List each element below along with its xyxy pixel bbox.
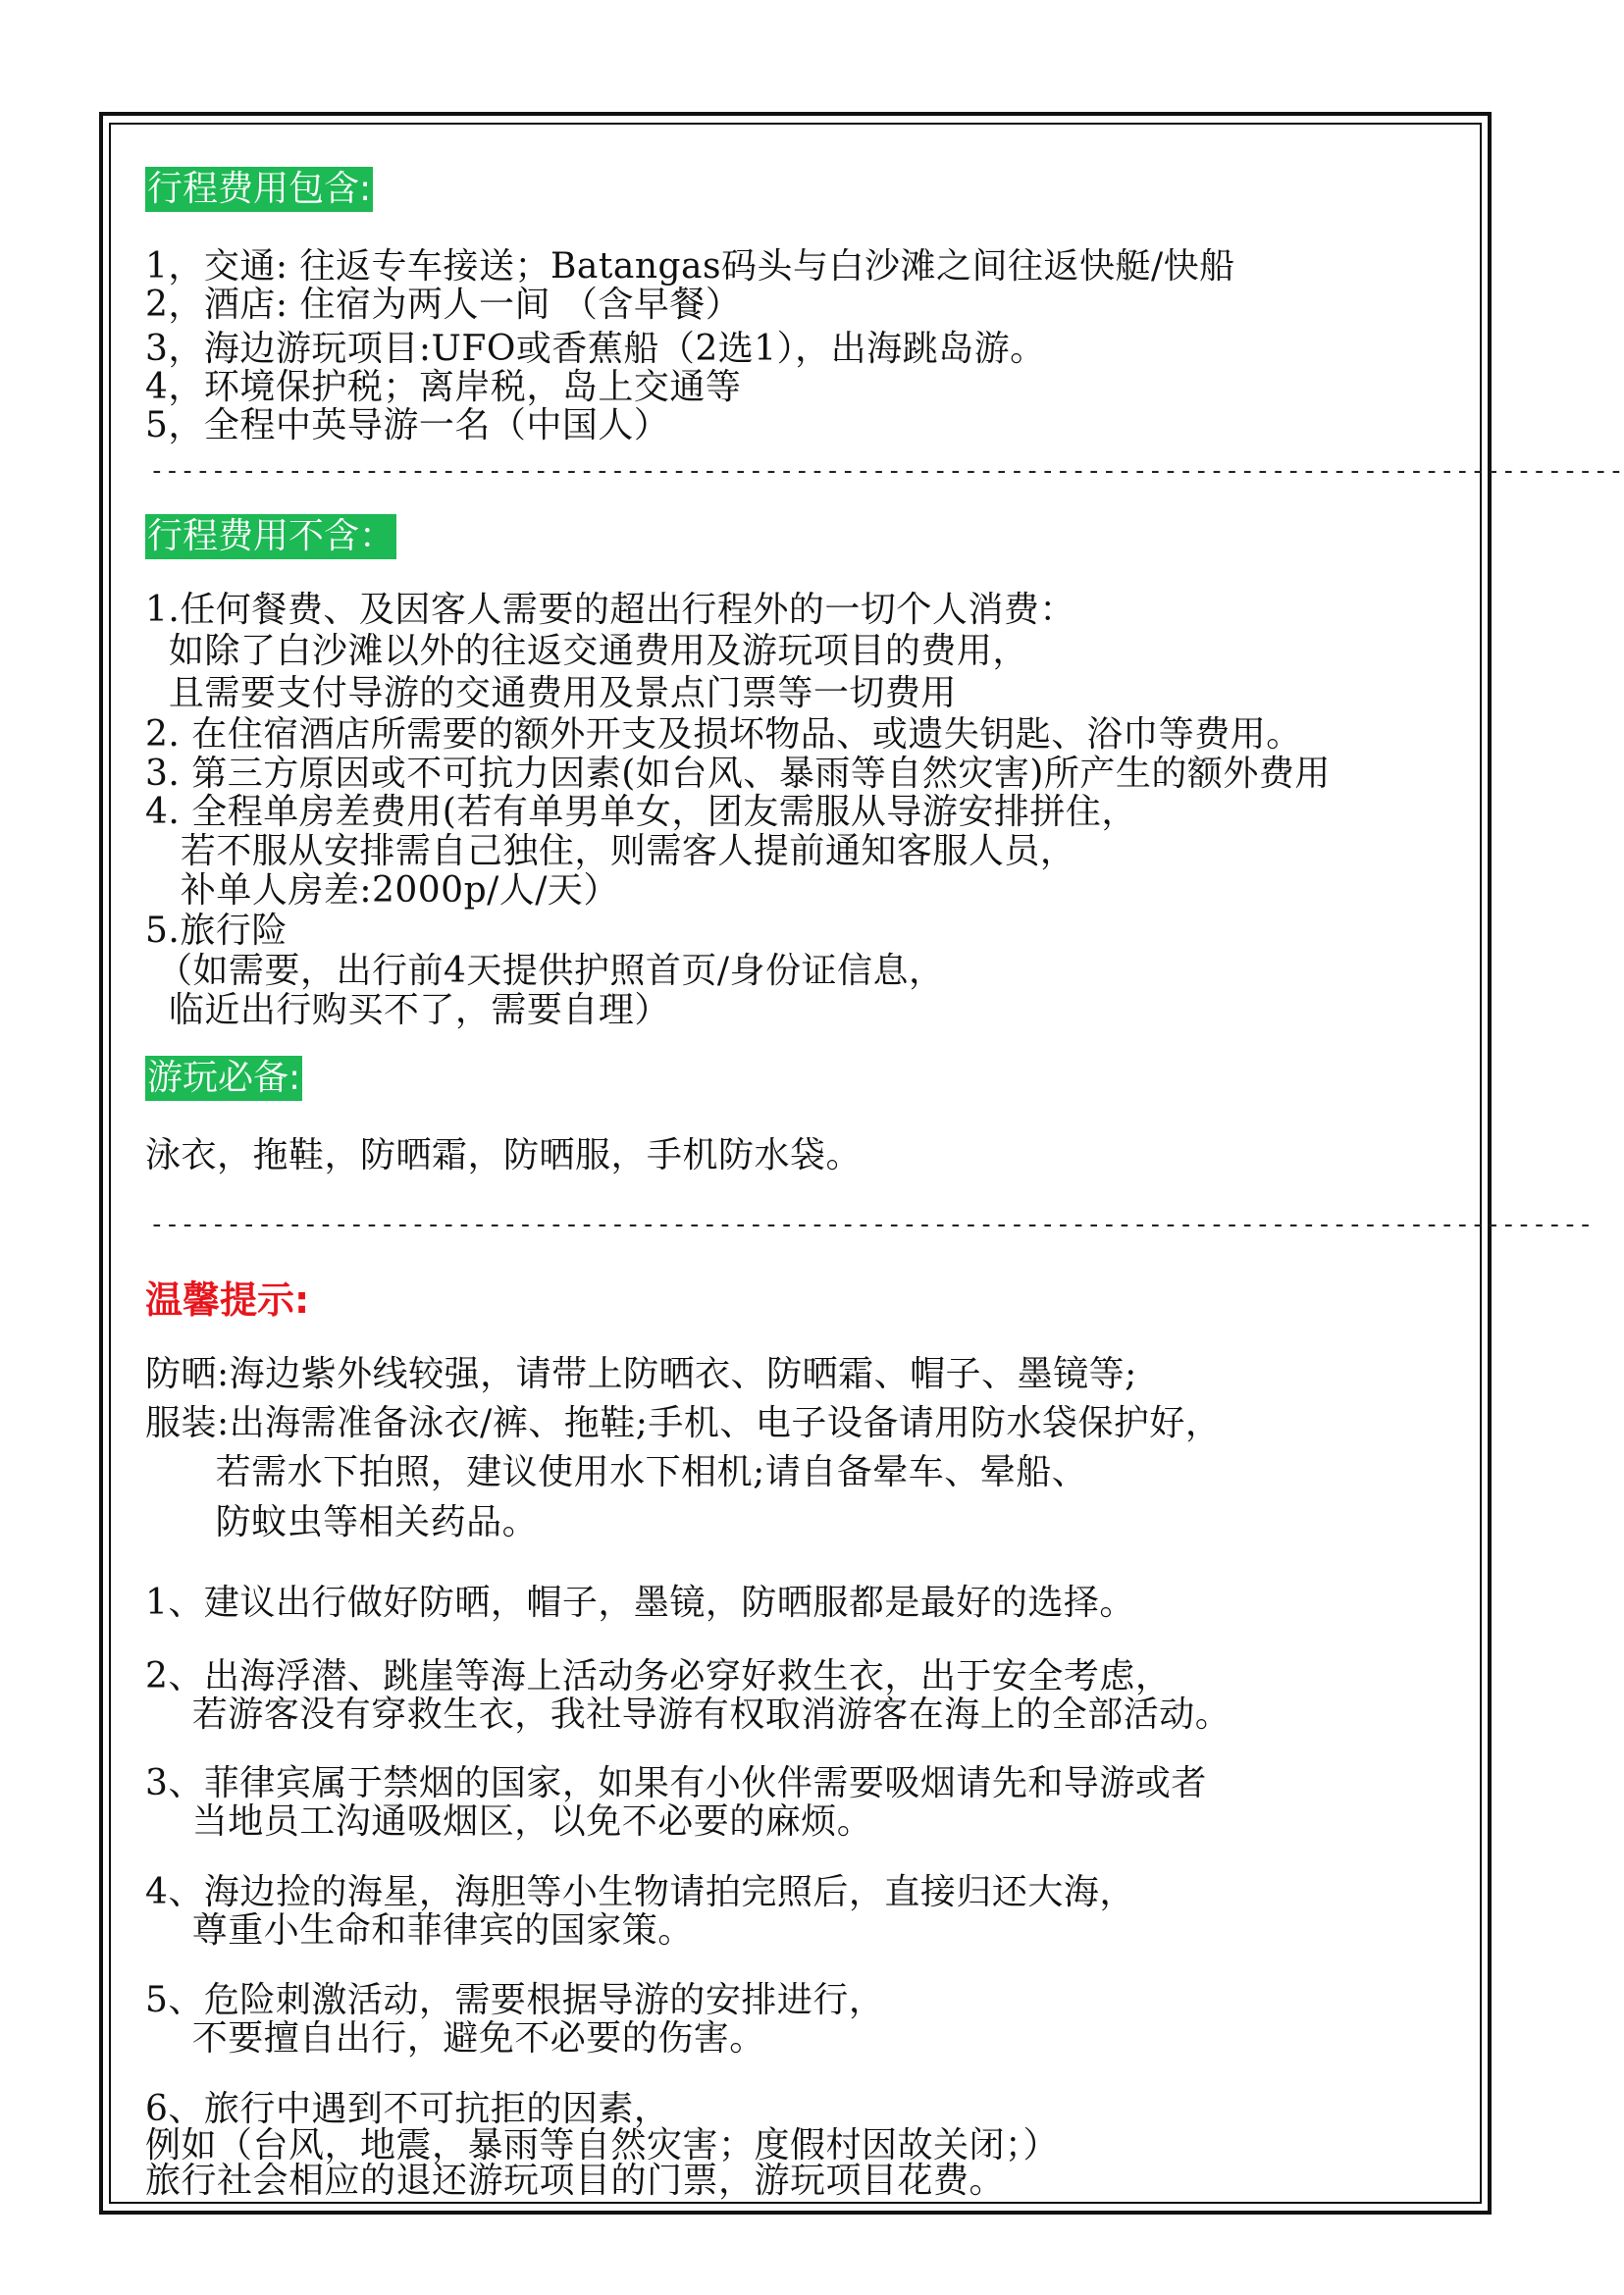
- excluded-item: 若不服从安排需自己独住，则需客人提前通知客服人员，: [145, 831, 1076, 871]
- tips-line: 尊重小生命和菲律宾的国家策。: [145, 1910, 694, 1951]
- tips-line: 服装:出海需准备泳衣/裤、拖鞋;手机、电子设备请用防水袋保护好，: [145, 1403, 1222, 1443]
- tips-line: 4、海边捡的海星，海胆等小生物请拍完照后，直接归还大海，: [145, 1872, 1135, 1912]
- tips-line: 旅行社会相应的退还游玩项目的门票，游玩项目花费。: [145, 2161, 1006, 2201]
- excluded-item: 3. 第三方原因或不可抗力因素(如台风、暴雨等自然灾害)所产生的额外费用: [145, 754, 1331, 794]
- tips-line: 若需水下拍照，建议使用水下相机;请自备晕车、晕船、: [145, 1452, 1088, 1492]
- divider-line: ----------------------------------------------------------------------------------------------: [149, 1210, 1594, 1239]
- divider-line: ------------------------------------------------------------------------------------------------: [149, 456, 1624, 486]
- tips-heading: 温馨提示:: [145, 1278, 310, 1322]
- tips-line: 5、危险刺激活动，需要根据导游的安排进行，: [145, 1980, 885, 2020]
- tips-line: 3、菲律宾属于禁烟的国家，如果有小伙伴需要吸烟请先和导游或者: [145, 1763, 1207, 1803]
- included-item-3: 3，海边游玩项目:UFO或香蕉船（2选1），出海跳岛游。: [145, 329, 1046, 369]
- tips-line: 若游客没有穿救生衣，我社导游有权取消游客在海上的全部活动。: [145, 1695, 1231, 1735]
- excluded-item: 2. 在住宿酒店所需要的额外开支及损坏物品、或遗失钥匙、浴巾等费用。: [145, 714, 1302, 755]
- included-item-1: 1，交通: 往返专车接送；Batangas码头与白沙滩之间往返快艇/快船: [145, 246, 1235, 287]
- tips-line: 1、建议出行做好防晒，帽子，墨镜，防晒服都是最好的选择。: [145, 1583, 1135, 1623]
- tips-line: 2、出海浮潜、跳崖等海上活动务必穿好救生衣，出于安全考虑，: [145, 1656, 1172, 1696]
- excluded-heading: 行程费用不含：: [145, 514, 396, 559]
- tips-line: 防蚊虫等相关药品。: [145, 1502, 539, 1542]
- included-item-4: 4，环境保护税；离岸税，岛上交通等: [145, 367, 742, 407]
- essentials-text: 泳衣，拖鞋，防晒霜，防晒服，手机防水袋。: [145, 1135, 863, 1175]
- excluded-item: 1.任何餐费、及因客人需要的超出行程外的一切个人消费：: [145, 590, 1075, 630]
- tips-line: 当地员工沟通吸烟区，以免不必要的麻烦。: [145, 1801, 873, 1842]
- excluded-item: （如需要，出行前4天提供护照首页/身份证信息，: [145, 951, 945, 991]
- included-item-2: 2，酒店: 住宿为两人一间 （含早餐）: [145, 285, 742, 325]
- excluded-item: 补单人房差:2000p/人/天）: [145, 870, 619, 911]
- tips-line: 例如（台风，地震，暴雨等自然灾害；度假村因故关闭；）: [145, 2125, 1060, 2165]
- tips-line: 不要擅自出行，避免不必要的伤害。: [145, 2018, 765, 2059]
- included-item-5: 5，全程中英导游一名（中国人）: [145, 405, 670, 445]
- tips-line: 6、旅行中遇到不可抗拒的因素，: [145, 2089, 670, 2129]
- excluded-item: 且需要支付导游的交通费用及景点门票等一切费用: [145, 673, 957, 713]
- essentials-heading: 游玩必备:: [145, 1056, 302, 1101]
- excluded-item: 5.旅行险: [145, 911, 288, 951]
- excluded-item: 临近出行购买不了，需要自理）: [145, 990, 670, 1030]
- excluded-item: 如除了白沙滩以外的往返交通费用及游玩项目的费用，: [145, 631, 1028, 671]
- tips-line: 防晒:海边紫外线较强，请带上防晒衣、防晒霜、帽子、墨镜等;: [145, 1354, 1137, 1394]
- included-heading: 行程费用包含:: [145, 167, 373, 212]
- excluded-item: 4. 全程单房差费用(若有单男单女，团友需服从导游安排拼住，: [145, 792, 1137, 832]
